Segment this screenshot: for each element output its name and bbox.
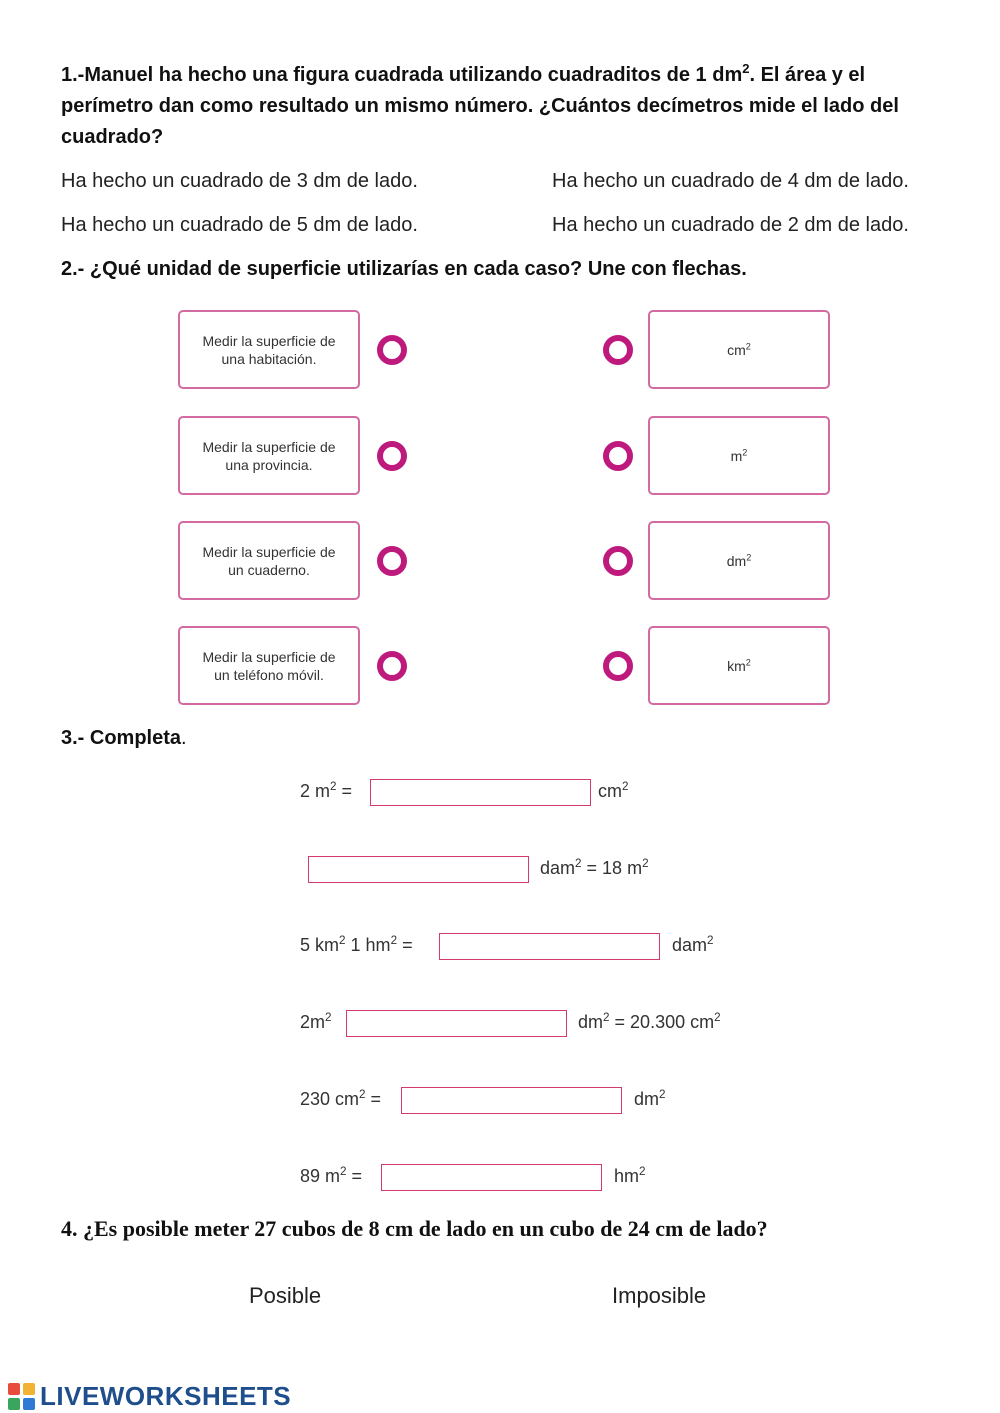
choice-posible[interactable]: Posible	[249, 1283, 322, 1308]
match-left-connector[interactable]	[377, 441, 407, 471]
eq-3-unit-label: dam$^2$	[672, 933, 714, 955]
match-right-connector[interactable]	[603, 441, 633, 471]
eq-1-unit-label: $cm^2$	[598, 779, 629, 801]
question-2-title: 2.- ¿Qué unidad de superficie utilizarías en cada caso? Une con flechas.	[61, 258, 747, 280]
question-3-title: 3.- Completa.	[61, 727, 187, 749]
match-right-card-km2: $km^2$	[648, 626, 830, 705]
match-left-connector[interactable]	[377, 651, 407, 681]
match-left-card: Medir la superficie de un cuaderno.	[178, 521, 360, 600]
match-left-card: Medir la superficie de una provincia.	[178, 416, 360, 495]
q1-option-5dm[interactable]: Ha hecho un cuadrado de 5 dm de lado.	[61, 214, 418, 236]
eq-2-answer-input[interactable]	[308, 856, 529, 883]
eq-6-unit-label: $hm^2$	[614, 1164, 646, 1186]
eq-6-answer-input[interactable]	[381, 1164, 602, 1191]
eq-4-left-label: $2m^2$	[300, 1010, 332, 1032]
eq-6-left-label: 89 $m^2$ =	[300, 1164, 363, 1186]
eq-3-left-label: 5 $km^2$ 1 $hm^2$ =	[300, 933, 413, 955]
question-1-title: 1.-Manuel ha hecho una figura cuadrada utilizando cuadraditos de 1 $dm^2$. El área y el perímetro dan como resultado un mismo número. ¿Cuántos decímetros mide el lado del cuadrado?	[61, 61, 899, 148]
question-4-title: 4. ¿Es posible meter 27 cubos de 8 cm de lado en un cubo de 24 cm de lado?	[61, 1216, 768, 1241]
liveworksheets-brand	[8, 1381, 291, 1412]
match-left-card: Medir la superficie de un teléfono móvil.	[178, 626, 360, 705]
match-right-connector[interactable]	[603, 546, 633, 576]
eq-4-unit-label: $dm^2 = 20.300$ $cm^2$	[578, 1010, 721, 1032]
match-left-connector[interactable]	[377, 335, 407, 365]
eq-1-left-label: 2 $m^2$ =	[300, 779, 353, 801]
match-right-card-dm2: $dm^2$	[648, 521, 830, 600]
eq-4-answer-input[interactable]	[346, 1010, 567, 1037]
eq-1-answer-input[interactable]	[370, 779, 591, 806]
match-right-connector[interactable]	[603, 651, 633, 681]
eq-2-unit-label: dam$^2$ = 18 $m^2$	[540, 856, 649, 878]
liveworksheets-logo-icon	[8, 1383, 36, 1411]
eq-5-unit-label: $dm^2$	[634, 1087, 666, 1109]
match-left-card: Medir la superficie de una habitación.	[178, 310, 360, 389]
brand-name: LIVEWORKSHEETS	[40, 1381, 292, 1411]
eq-3-answer-input[interactable]	[439, 933, 660, 960]
q1-option-3dm[interactable]: Ha hecho un cuadrado de 3 dm de lado.	[61, 170, 418, 192]
eq-5-answer-input[interactable]	[401, 1087, 622, 1114]
q1-option-2dm[interactable]: Ha hecho un cuadrado de 2 dm de lado.	[552, 214, 909, 236]
choice-imposible[interactable]: Imposible	[612, 1283, 707, 1308]
match-right-card-m2: $m^2$	[648, 416, 830, 495]
match-right-card-cm2: $cm^2$	[648, 310, 830, 389]
q1-option-4dm[interactable]: Ha hecho un cuadrado de 4 dm de lado.	[552, 170, 909, 192]
eq-5-left-label: 230 $cm^2$ =	[300, 1087, 382, 1109]
match-left-connector[interactable]	[377, 546, 407, 576]
match-right-connector[interactable]	[603, 335, 633, 365]
